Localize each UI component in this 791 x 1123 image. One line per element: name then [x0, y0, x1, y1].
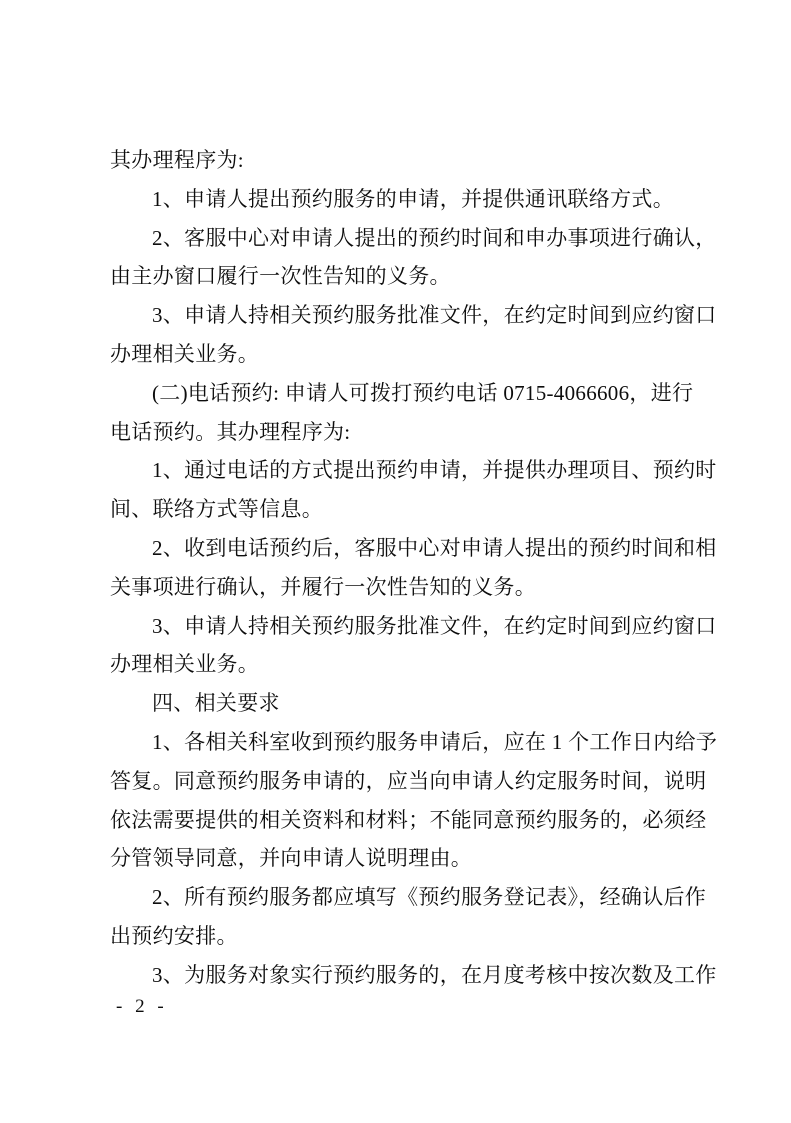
- text-line: 四、相关要求: [152, 691, 280, 716]
- text-line: 出预约安排。: [110, 923, 238, 948]
- text-line: 1、通过电话的方式提出预约申请，并提供办理项目、预约时: [152, 458, 717, 483]
- text-line: 2、收到电话预约后，客服中心对申请人提出的预约时间和相: [152, 535, 717, 560]
- text-line: 2、所有预约服务都应填写《预约服务登记表》，经确认后作: [152, 885, 707, 910]
- text-line: 1、各相关科室收到预约服务申请后，应在 1 个工作日内给予: [152, 729, 718, 754]
- text-line: 办理相关业务。: [110, 341, 260, 366]
- text-line: 2、客服中心对申请人提出的预约时间和申办事项进行确认，: [152, 225, 717, 250]
- text-line: 3、为服务对象实行预约服务的，在月度考核中按次数及工作: [152, 962, 717, 987]
- text-line: 关事项进行确认，并履行一次性告知的义务。: [110, 574, 536, 599]
- page-number: - 2 -: [116, 996, 168, 1017]
- text-line: 办理相关业务。: [110, 652, 260, 677]
- text-line: 电话预约。其办理程序为:: [110, 419, 351, 444]
- text-line: 3、申请人持相关预约服务批准文件，在约定时间到应约窗口: [152, 613, 717, 638]
- text-line: 分管领导同意，并向申请人说明理由。: [110, 846, 473, 871]
- text-line: (二)电话预约: 申请人可拨打预约电话 0715-4066606，进行: [152, 380, 694, 405]
- text-line: 由主办窗口履行一次性告知的义务。: [110, 264, 451, 289]
- text-line: 答复。同意预约服务申请的，应当向申请人约定服务时间，说明: [110, 768, 707, 793]
- document-body: [110, 141, 718, 995]
- text-line: 1、申请人提出预约服务的申请，并提供通讯联络方式。: [152, 186, 674, 211]
- text-line: 3、申请人持相关预约服务批准文件，在约定时间到应约窗口: [152, 303, 717, 328]
- text-line: 其办理程序为:: [110, 148, 244, 172]
- text-line: 依法需要提供的相关资料和材料；不能同意预约服务的，必须经: [110, 807, 707, 832]
- text-line: 间、联络方式等信息。: [110, 497, 323, 522]
